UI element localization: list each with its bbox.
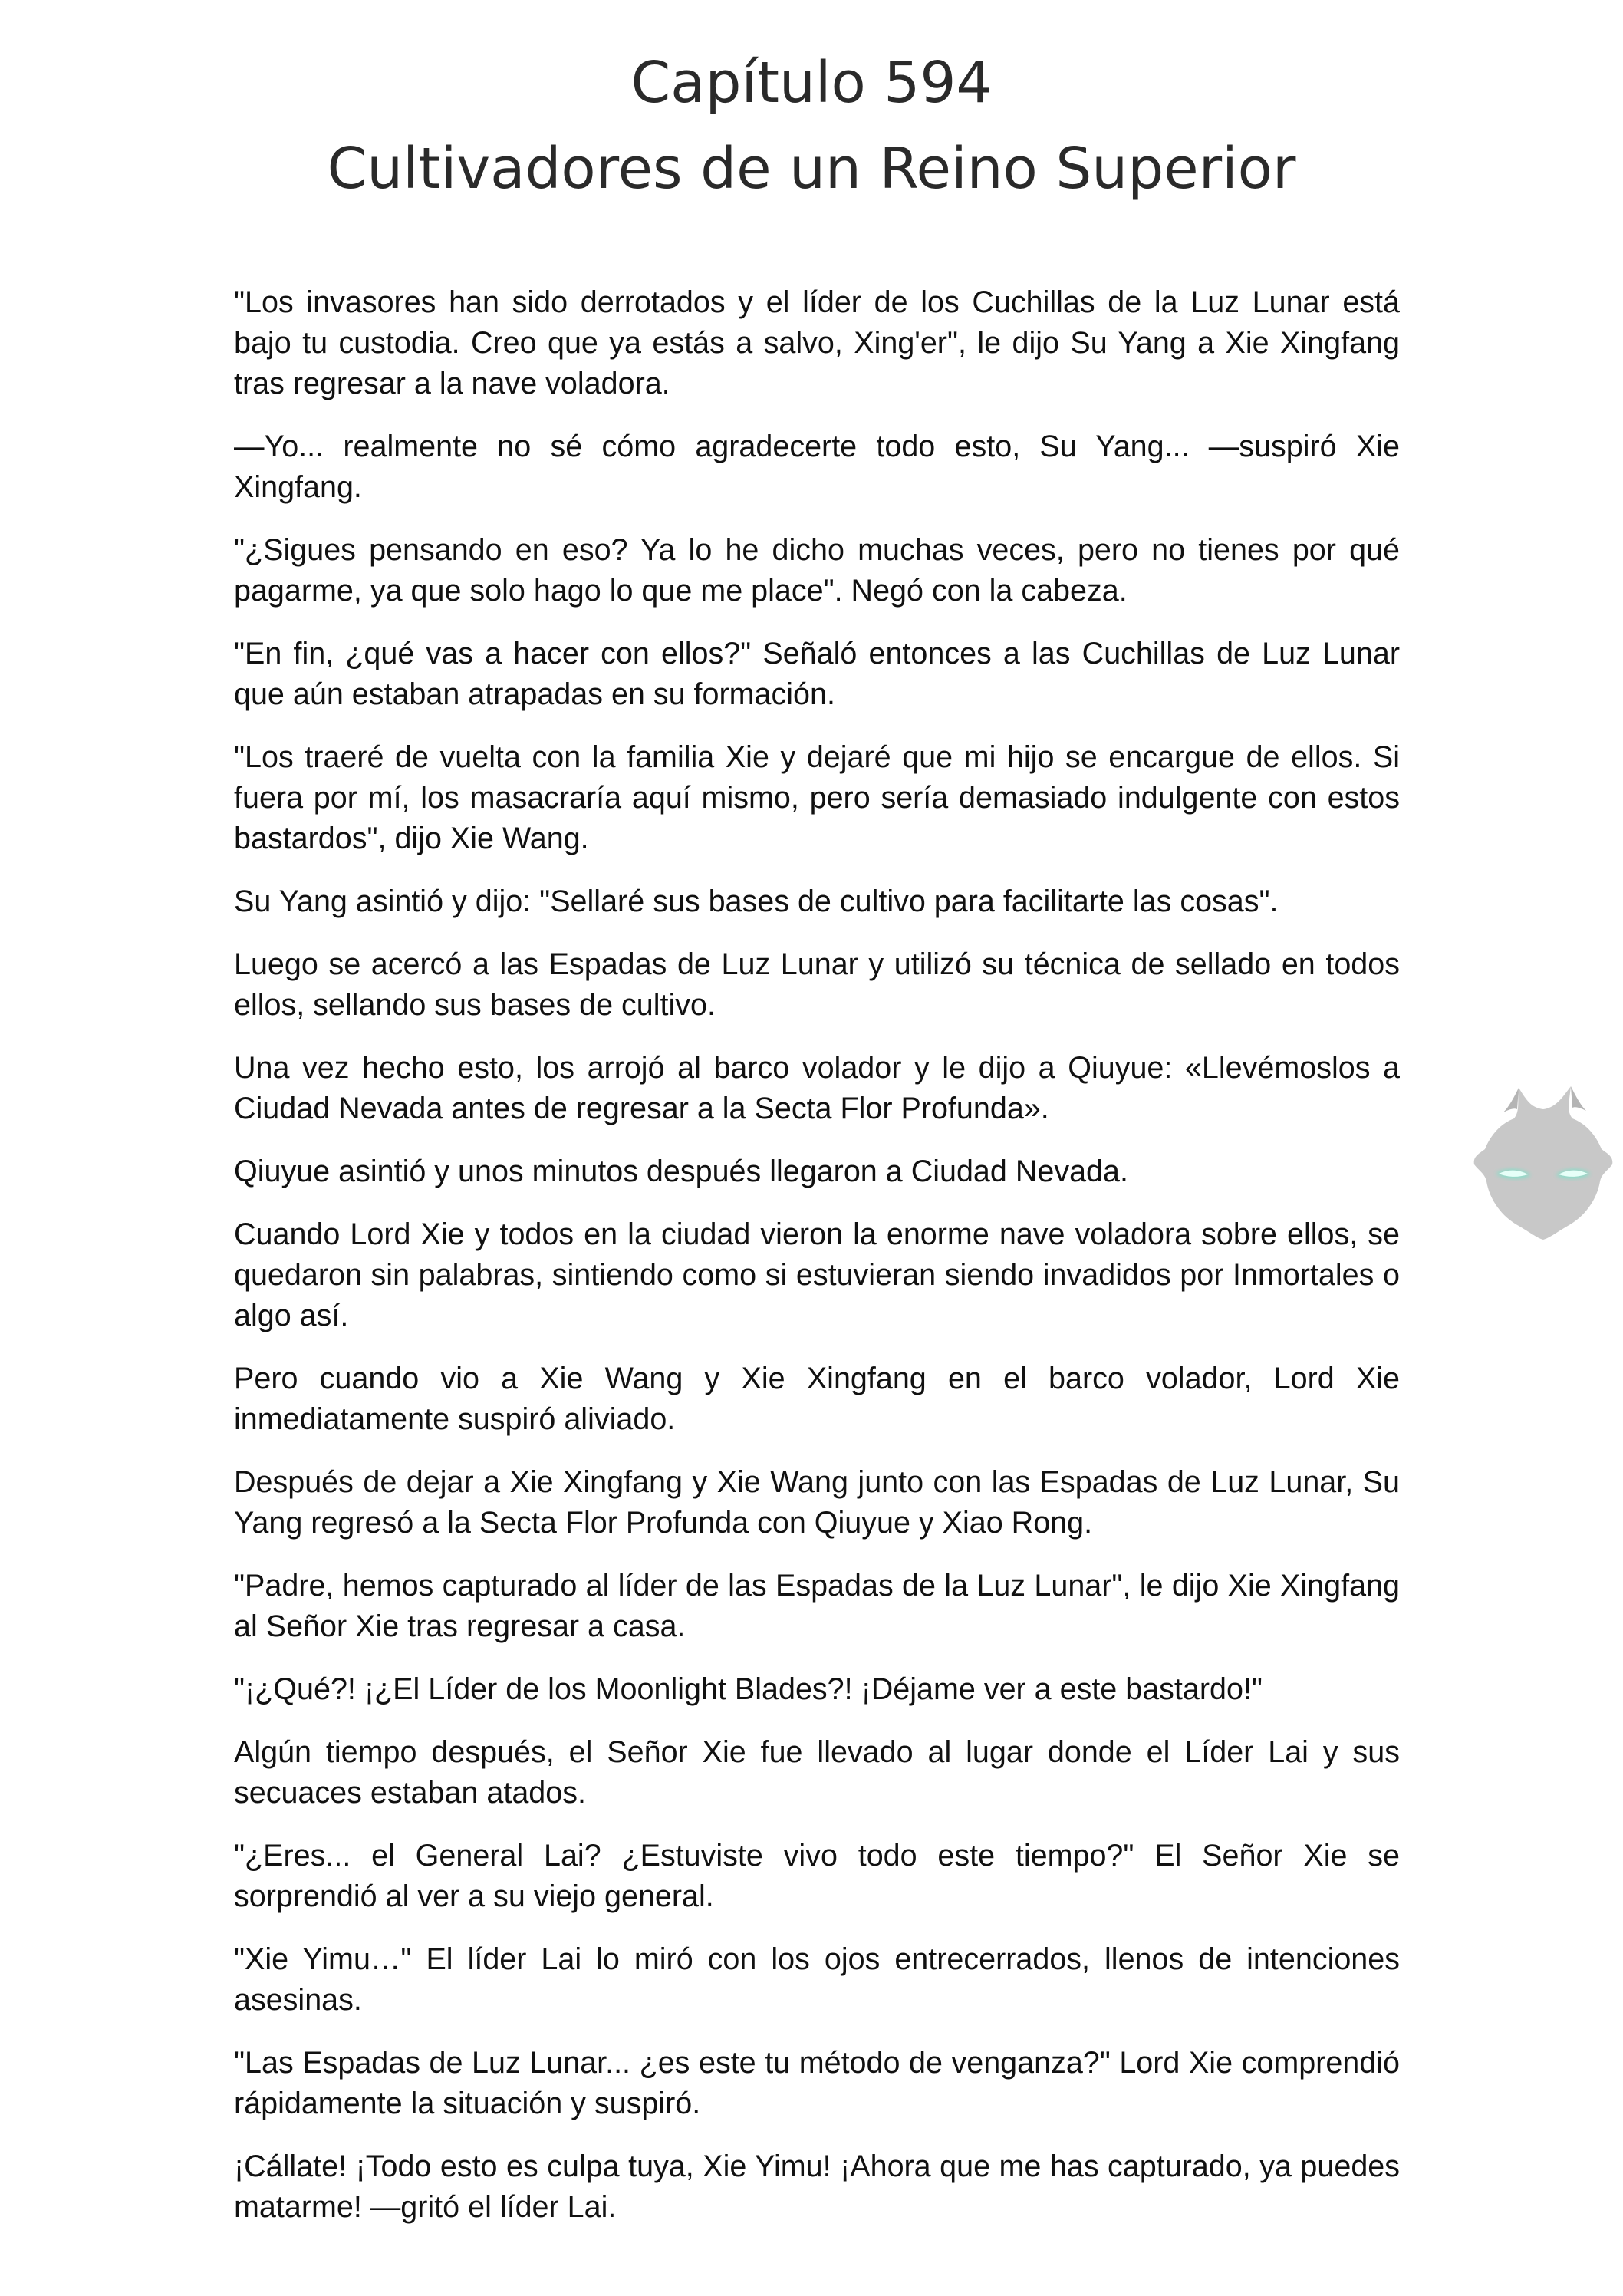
paragraph: Qiuyue asintió y unos minutos después llegaron a Ciudad Nevada. <box>234 1155 1128 1188</box>
paragraph: —Yo... realmente no sé cómo agradecerte todo esto, Su Yang... —suspiró Xie Xingfang. <box>234 430 1400 504</box>
paragraph: "Los traeré de vuelta con la familia Xie y dejaré que mi hijo se encargue de ellos. Si fuera por mí, los masacraría aquí mismo, pero sería demasiado indulgente con estos bastardos", dijo Xie Wang. <box>234 740 1400 855</box>
paragraph: Una vez hecho esto, los arrojó al barco volador y le dijo a Qiuyue: «Llevémoslos a Ciudad Nevada antes de regresar a la Secta Flor Profunda». <box>234 1051 1400 1125</box>
paragraph: Luego se acercó a las Espadas de Luz Lunar y utilizó su técnica de sellado en todos ellos, sellando sus bases de cultivo. <box>234 947 1400 1022</box>
paragraph: "Padre, hemos capturado al líder de las Espadas de la Luz Lunar", le dijo Xie Xingfang al Señor Xie tras regresar a casa. <box>234 1569 1400 1643</box>
paragraph: "¡¿Qué?! ¡¿El Líder de los Moonlight Blades?! ¡Déjame ver a este bastardo!" <box>234 1672 1263 1706</box>
paragraph: "En fin, ¿qué vas a hacer con ellos?" Señaló entonces a las Cuchillas de Luz Lunar que aún estaban atrapadas en su formación. <box>234 637 1400 711</box>
paragraph: "¿Eres... el General Lai? ¿Estuviste vivo todo este tiempo?" El Señor Xie se sorprendió al ver a su viejo general. <box>234 1839 1400 1913</box>
paragraph: "Las Espadas de Luz Lunar... ¿es este tu método de venganza?" Lord Xie comprendió rápidamente la situación y suspiró. <box>234 2046 1400 2120</box>
demon-horn-left <box>1503 1088 1519 1112</box>
paragraph: Su Yang asintió y dijo: "Sellaré sus bases de cultivo para facilitarte las cosas". <box>234 884 1279 918</box>
paragraph: Cuando Lord Xie y todos en la ciudad vieron la enorme nave voladora sobre ellos, se quedaron sin palabras, sintiendo como si estuvieran siendo invadidos por Inmortales o algo así. <box>234 1217 1400 1332</box>
paragraph: ¡Cállate! ¡Todo esto es culpa tuya, Xie Yimu! ¡Ahora que me has capturado, ya puedes matarme! —gritó el líder Lai. <box>234 2149 1400 2224</box>
chapter-title: Cultivadores de un Reino Superior <box>327 136 1296 202</box>
demon-head-logo-icon <box>1473 1074 1615 1243</box>
paragraph: Después de dejar a Xie Xingfang y Xie Wang junto con las Espadas de Luz Lunar, Su Yang regresó a la Secta Flor Profunda con Qiuyue y Xiao Rong. <box>234 1465 1400 1540</box>
paragraph: "Los invasores han sido derrotados y el líder de los Cuchillas de la Luz Lunar está bajo tu custodia. Creo que ya estás a salvo, Xing'er", le dijo Su Yang a Xie Xingfang tras regresar a la nave voladora. <box>234 285 1400 400</box>
paragraph: "Xie Yimu…" El líder Lai lo miró con los ojos entrecerrados, llenos de intenciones asesinas. <box>234 1942 1400 2017</box>
demon-head-shape <box>1474 1086 1613 1240</box>
paragraph: Pero cuando vio a Xie Wang y Xie Xingfang en el barco volador, Lord Xie inmediatamente suspiró aliviado. <box>234 1362 1400 1436</box>
chapter-number: Capítulo 594 <box>630 50 993 116</box>
demon-horn-right <box>1571 1086 1586 1111</box>
chapter-body <box>234 282 1400 2250</box>
paragraph: Algún tiempo después, el Señor Xie fue llevado al lugar donde el Líder Lai y sus secuaces estaban atados. <box>234 1735 1400 1810</box>
chapter-heading <box>0 40 1623 212</box>
paragraph: "¿Sigues pensando en eso? Ya lo he dicho muchas veces, pero no tienes por qué pagarme, ya que solo hago lo que me place". Negó con la cabeza. <box>234 533 1400 608</box>
